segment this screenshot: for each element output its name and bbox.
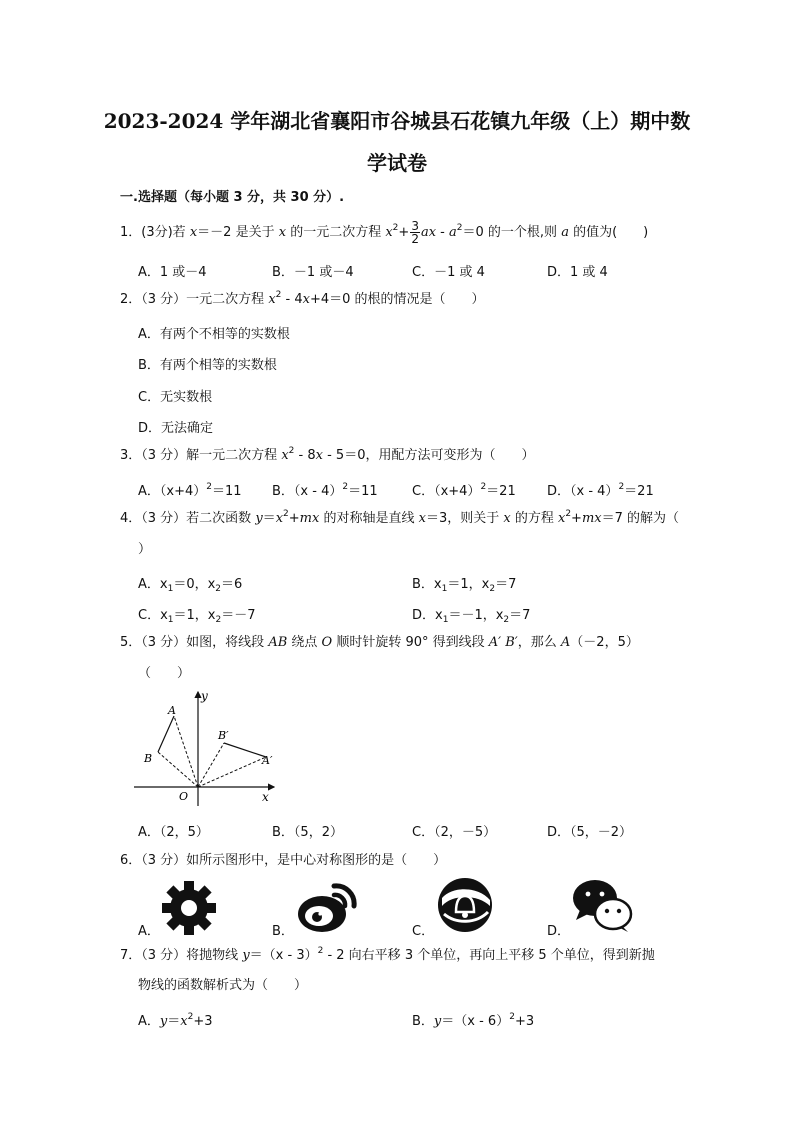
q2-option-c[interactable]: C．无实数根 (138, 390, 213, 405)
q7-option-a[interactable]: A．$y=x^2+3$ (138, 1012, 213, 1029)
segment-ab (158, 716, 174, 752)
question-5-stem-cont: （ ） (138, 666, 191, 681)
bell-logo-icon (436, 876, 494, 934)
question-4-stem-cont: ） (138, 542, 152, 557)
q6-option-a[interactable]: A． (138, 924, 160, 939)
label-b: B (144, 752, 153, 765)
question-1-stem: 1．(3分)若 x＝－2 是关于 x 的一元二次方程 $x^2+$ $\frac{3}{2}$ ax - $a^2=0$ 的一个根,则 a 的值为( ) (120, 219, 649, 246)
q3-option-c[interactable]: C．$(x+4)^2=21$ (412, 482, 516, 499)
question-7-stem-cont: 物线的函数解析式为（ ） (138, 978, 308, 993)
q5-option-b[interactable]: B．（5，2） (272, 825, 343, 840)
q2-option-b[interactable]: B．有两个相等的实数根 (138, 358, 277, 373)
label-b-prime: B′ (218, 729, 229, 742)
wechat-icon (570, 876, 634, 934)
q4-option-a[interactable]: A．$x_1=0$，$x_2=6$ (138, 577, 243, 594)
q5-option-c[interactable]: C．（2，－5） (412, 825, 497, 840)
q1-option-b[interactable]: B．－1 或－4 (272, 265, 354, 280)
q5-option-a[interactable]: A．（2，5） (138, 825, 209, 840)
q1-option-d[interactable]: D．1 或 4 (547, 265, 608, 280)
label-a: A (168, 704, 176, 717)
dashed-oa1 (198, 757, 266, 787)
exam-title-line1: 2023-2024 学年湖北省襄阳市谷城县石花镇九年级（上）期中数 (103, 109, 691, 133)
q4-option-c[interactable]: C．$x_1=1$，$x_2=-7$ (138, 608, 256, 625)
q4-option-d[interactable]: D．$x_1=-1$，$x_2=7$ (412, 608, 531, 625)
dashed-ob1 (198, 743, 224, 787)
question-2-stem: 2．（3 分）一元二次方程 $x^2 - 4x+4=0$ 的根的情况是（ ） (120, 290, 485, 307)
q1-option-c[interactable]: C．－1 或 4 (412, 265, 485, 280)
label-y: y (201, 689, 208, 703)
section-heading: 一.选择题（每小题 3 分，共 30 分）. (120, 190, 345, 205)
label-a-prime: A′ (262, 754, 273, 767)
q7-option-b[interactable]: B．y＝（x - 6）$^2$+3 (412, 1012, 535, 1029)
q6-option-d[interactable]: D． (547, 924, 571, 939)
q6-option-c[interactable]: C． (412, 924, 435, 939)
q3-option-d[interactable]: D．（x - 4）$^2$＝21 (547, 482, 654, 499)
fraction: $\frac{3}{2}$ (411, 219, 419, 246)
question-5-stem: 5．（3 分）如图，将线段 AB 绕点 O 顺时针旋转 90° 得到线段 A′ B′，那么 A（－2，5） (120, 635, 639, 650)
q4-option-b[interactable]: B．$x_1=1$，$x_2=7$ (412, 577, 517, 594)
rotation-figure (134, 688, 284, 808)
dashed-ob (158, 752, 198, 787)
label-x: x (262, 790, 269, 804)
q5-option-d[interactable]: D．（5，－2） (547, 825, 633, 840)
q1-option-a[interactable]: A．1 或－4 (138, 265, 207, 280)
weibo-icon (294, 878, 360, 936)
q2-option-a[interactable]: A．有两个不相等的实数根 (138, 327, 290, 342)
question-4-stem: 4．（3 分）若二次函数 $y=x^2+mx$ 的对称轴是直线 x＝3，则关于 x 的方程 $x^2+mx=7$ 的解为（ (120, 509, 680, 526)
q3-option-a[interactable]: A．$(x+4)^2=11$ (138, 482, 242, 499)
q6-option-b[interactable]: B． (272, 924, 294, 939)
q3-option-b[interactable]: B．（x - 4）$^2$＝11 (272, 482, 378, 499)
question-3-stem: 3．（3 分）解一元二次方程 $x^2 - 8x - 5=0$，用配方法可变形为（ ） (120, 446, 535, 463)
segment-a1b1 (224, 743, 266, 757)
q2-option-d[interactable]: D．无法确定 (138, 421, 214, 436)
gear-icon (160, 879, 218, 937)
label-o: O (179, 790, 189, 803)
question-7-stem: 7．（3 分）将抛物线 y＝（x - 3）$^2$ - 2 向右平移 3 个单位，再向上平移 5 个单位，得到新抛 (120, 946, 655, 963)
exam-title-line2: 学试卷 (367, 151, 427, 175)
question-6-stem: 6．（3 分）如所示图形中，是中心对称图形的是（ ） (120, 853, 447, 868)
